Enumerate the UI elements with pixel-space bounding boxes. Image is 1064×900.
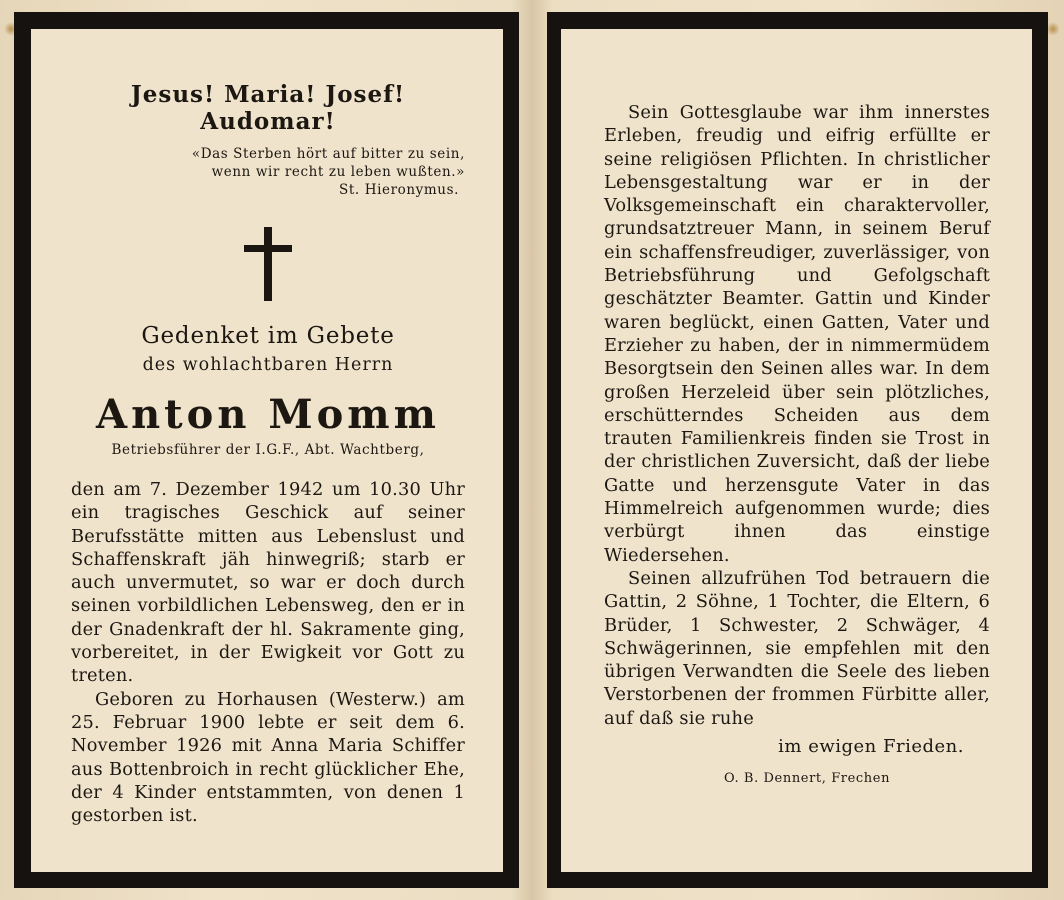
biography-paragraph: Geboren zu Horhausen (Westerw.) am 25. Februar 1900 lebte er seit dem 6. November 1926 mit Anna Maria Schiffer aus Bottenbroich in recht glücklicher Ehe, der 4 Kinder entstammten, von denen 1 gestorben ist. (71, 688, 465, 827)
cross-bar (244, 245, 292, 252)
deceased-name: Anton Momm (96, 391, 440, 438)
hieronymus-quote (71, 145, 465, 199)
left-page-border (14, 12, 519, 888)
faith-paragraph: Sein Gottesglaube war ihm innerstes Erleben, freudig und eifrig erfüllte er seine religiösen Pflichten. In christlicher Lebensgestaltung war er in der Volksgemeinschaft ein charaktervoller, grundsatztreuer Mann, in seinem Beruf ein schaffensfreudiger, zuverlässiger, von Betriebsführung und Gefolgschaft geschätzter Beamter. Gattin und Kinder waren beglückt, einen Gatten, Vater und Erzieher zu haben, der in nimmermüdem Besorgtsein den Seinen alles war. In dem großen Herzeleid über sein plötzliches, erschütterndes Scheiden aus dem trauten Familienkreis finden sie Trost in der christlichen Zuversicht, daß der liebe Gatte und herzensgute Vater in das Himmelreich aufgenommen wurde; dies verbürgt ihnen das einstige Wiedersehen. (604, 102, 990, 566)
right-page-border (547, 12, 1048, 888)
honorific-line: des wohlachtbaren Herrn (142, 355, 394, 375)
right-body-text (604, 101, 990, 730)
cross-stem (264, 227, 272, 301)
invocation-heading: Jesus! Maria! Josef! Audomar! (130, 81, 406, 135)
deceased-role: Betriebsführer der I.G.F., Abt. Wachtberg, (111, 442, 425, 458)
age-stain (1046, 22, 1060, 36)
closing-line: im ewigen Frieden. (778, 736, 964, 758)
quote-line: «Das Sterben hört auf bitter zu sein, (191, 146, 465, 162)
mourners-paragraph: Seinen allzufrühen Tod betrauern die Gattin, 2 Söhne, 1 Tochter, die Eltern, 6 Brüder, 1 Schwester, 2 Schwäger, 4 Schwägerinnen, sie empfehlen mit den übrigen Verwandten die Seele des lieben Verstorbenen der frommen Fürbitte aller, auf daß sie ruhe (604, 567, 990, 729)
left-page (31, 29, 503, 872)
printer-credit: O. B. Dennert, Frechen (723, 771, 891, 787)
quote-line: wenn wir recht zu leben wußten.» (211, 164, 465, 180)
death-paragraph: den am 7. Dezember 1942 um 10.30 Uhr ein tragisches Geschick auf seiner Berufsstätte mitten aus Lebenslust und Schaffenskraft jäh hinwegriß; starb er auch unvermutet, so war er doch durch seinen vorbildlichen Lebensweg, den er in der Gnadenkraft der hl. Sakramente ging, vorbereitet, in der Ewigkeit vor Gott zu treten. (71, 479, 465, 687)
remember-line: Gedenket im Gebete (141, 323, 395, 349)
latin-cross-icon (71, 211, 465, 319)
quote-attribution: St. Hieronymus. (339, 182, 459, 198)
right-page (561, 29, 1032, 872)
left-body-text (71, 478, 465, 827)
